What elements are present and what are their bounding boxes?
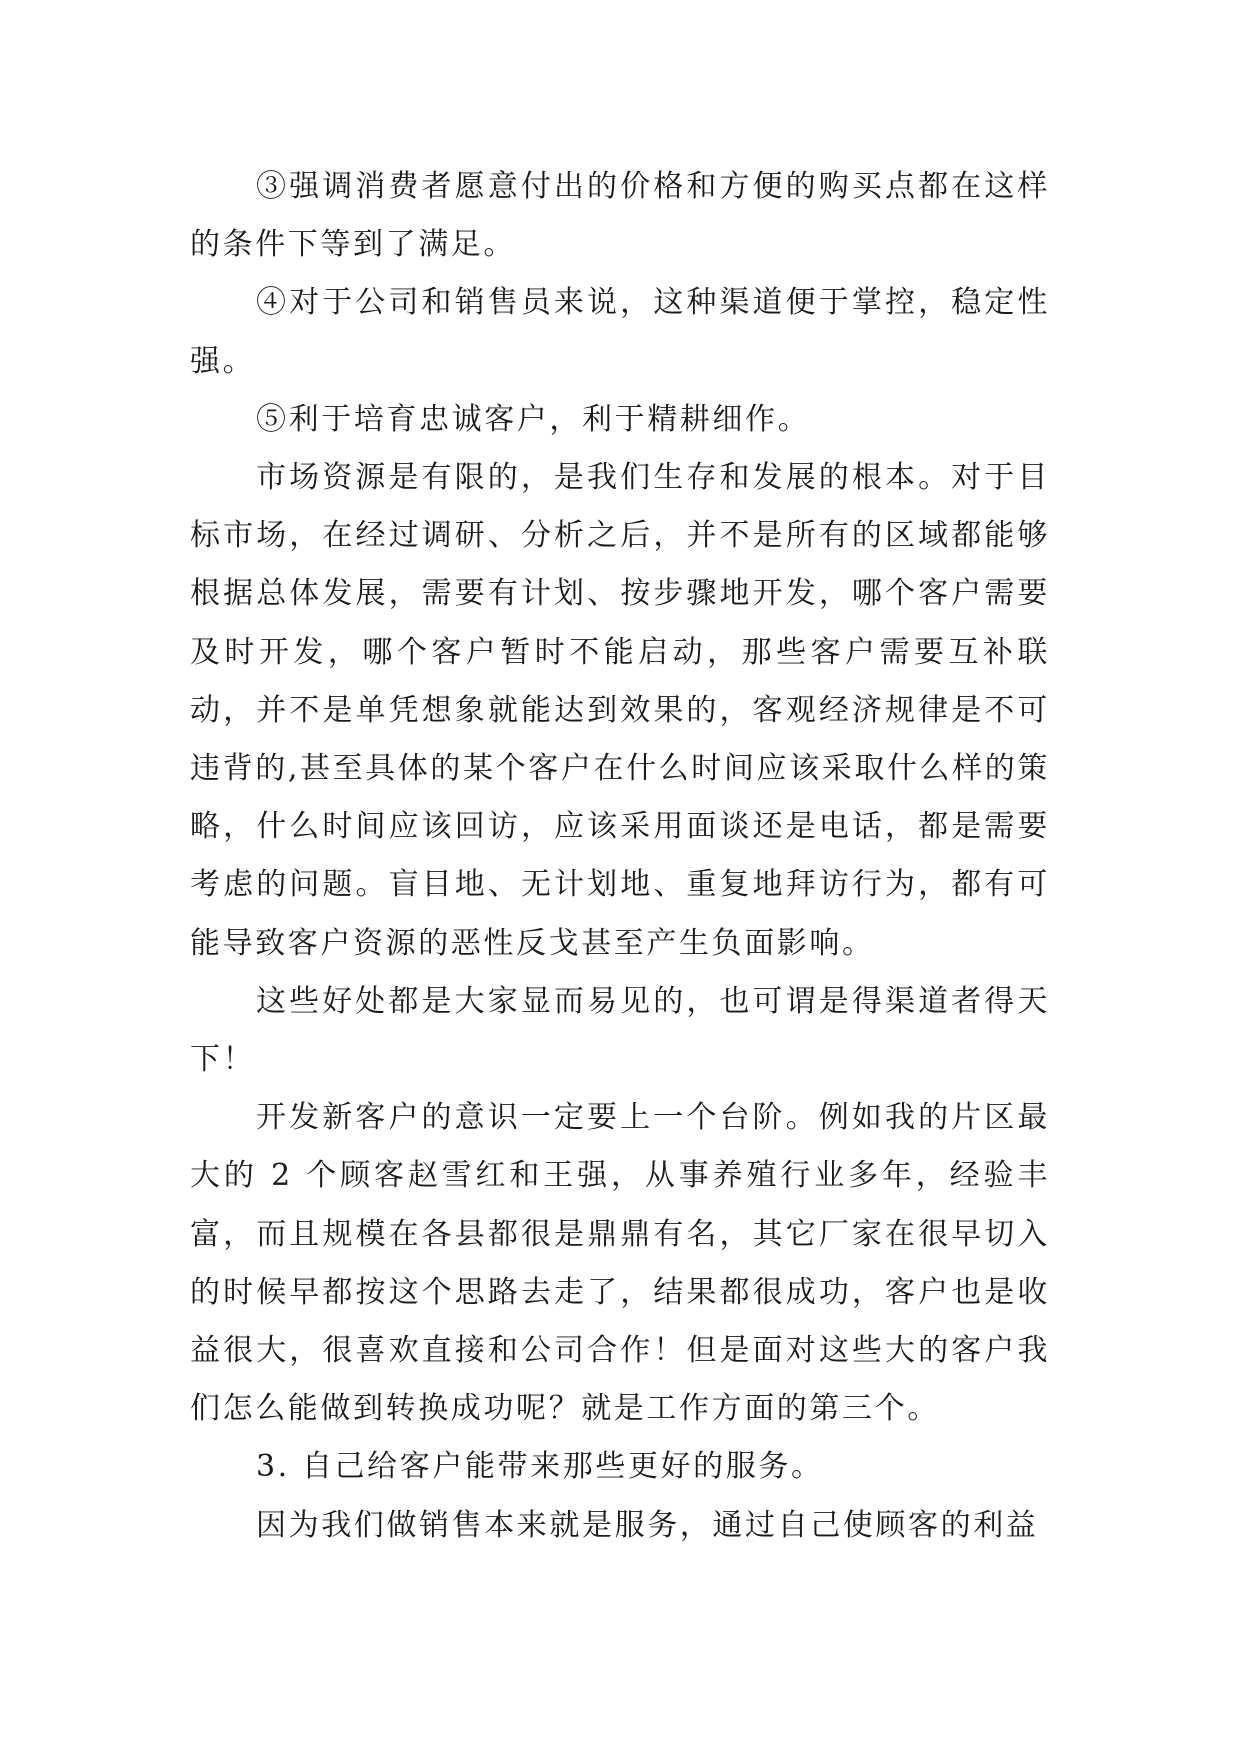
paragraph: 市场资源是有限的，是我们生存和发展的根本。对于目标市场，在经过调研、分析之后，并不是所有的区域都能够根据总体发展，需要有计划、按步骤地开发，哪个客户需要及时开发，哪个客户暂时不能启动，那些客户需要互补联动，并不是单凭想象就能达到效果的，客观经济规律是不可违背的,甚至具体的某个客户在什么时间应该采取什么样的策略，什么时间应该回访，应该采用面谈还是电话，都是需要考虑的问题。盲目地、无计划地、重复地拜访行为，都有可能导致客户资源的恶性反戈甚至产生负面影响。 (190, 460, 1050, 961)
paragraph: ③强调消费者愿意付出的价格和方便的购买点都在这样的条件下等到了满足。 (190, 169, 1050, 263)
paragraph: ⑤利于培育忠诚客户，利于精耕细作。 (256, 401, 811, 437)
document-body (190, 158, 1050, 1555)
section-heading: 3. 自己给客户能带来那些更好的服务。 (256, 1449, 824, 1485)
paragraph: 开发新客户的意识一定要上一个台阶。例如我的片区最大的 2 个顾客赵雪红和王强，从事养殖行业多年，经验丰富，而且规模在各县都很是鼎鼎有名，其它厂家在很早切入的时候早都按这个思路去走了，结果都很成功，客户也是收益很大，很喜欢直接和公司合作！但是面对这些大的客户我们怎么能做到转换成功呢？就是工作方面的第三个。 (190, 1100, 1050, 1427)
paragraph: ④对于公司和销售员来说，这种渠道便于掌控，稳定性强。 (190, 285, 1050, 379)
paragraph: 这些好处都是大家显而易见的，也可谓是得渠道者得天下！ (190, 983, 1050, 1078)
paragraph: 因为我们做销售本来就是服务，通过自己使顾客的利益 (256, 1507, 1039, 1543)
